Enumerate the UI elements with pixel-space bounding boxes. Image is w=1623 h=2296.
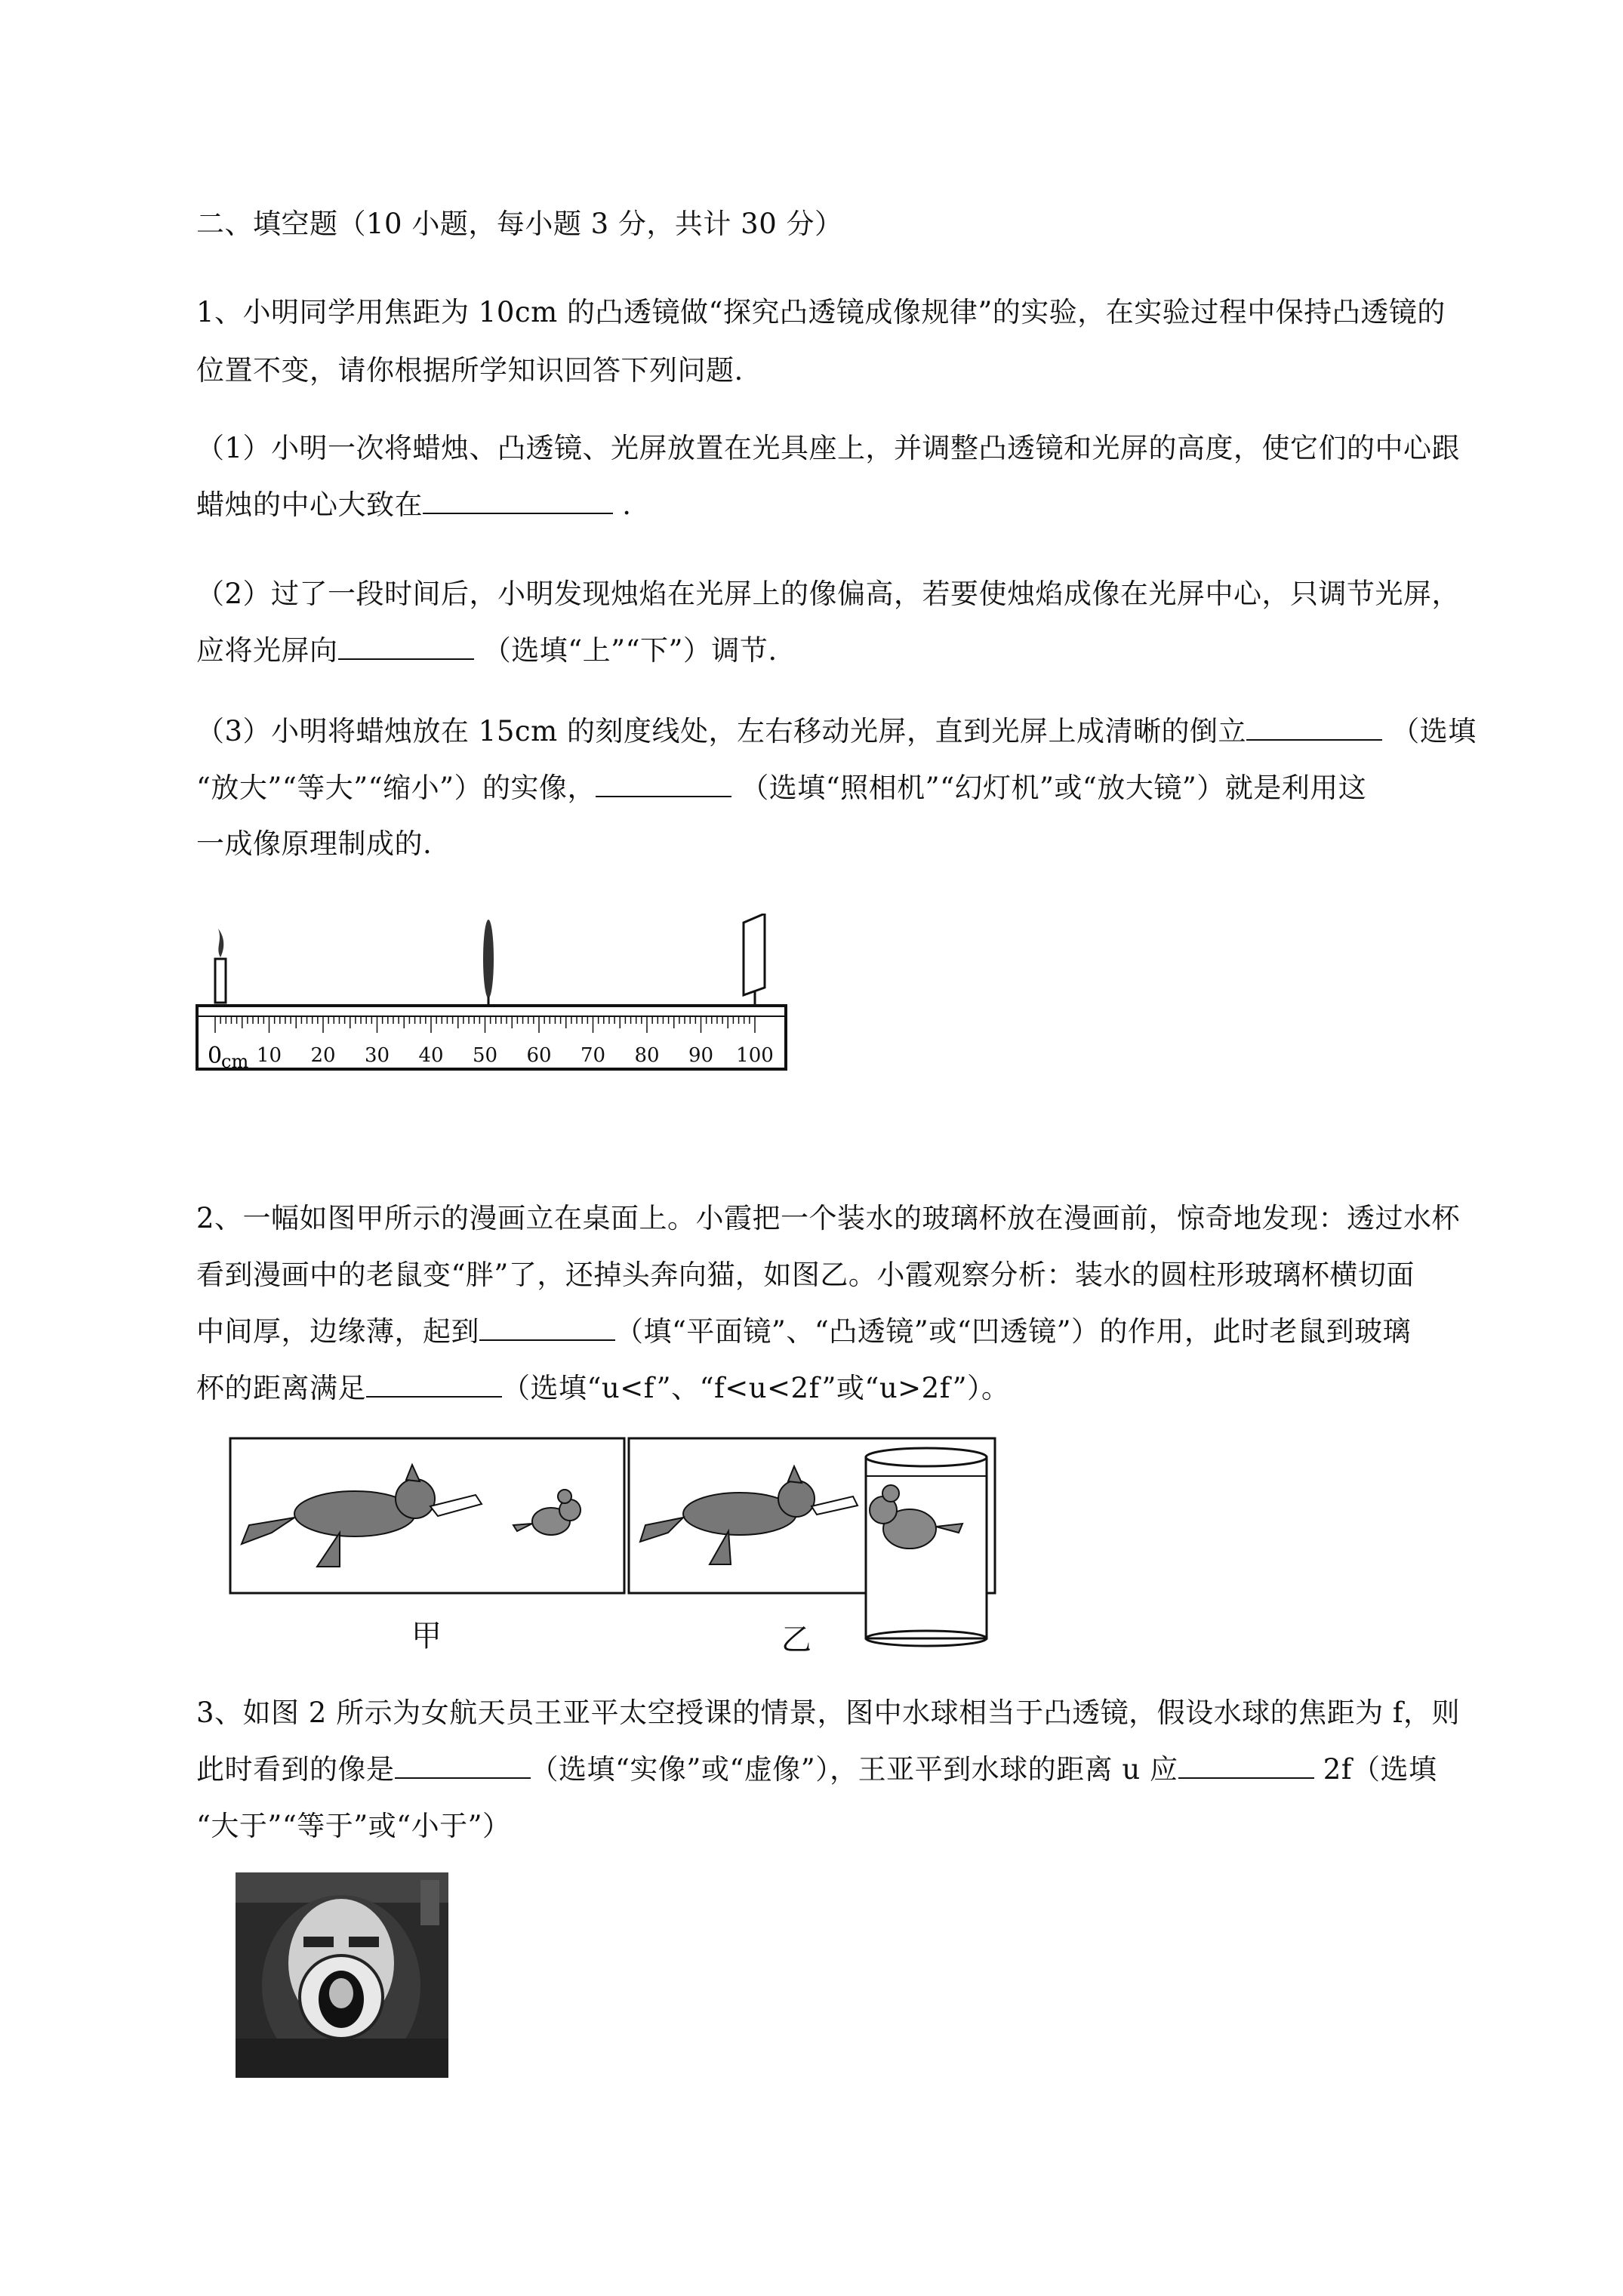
q3-line2-text: 此时看到的像是	[196, 1753, 395, 1786]
q1-part1-line1: （1）小明一次将蜡烛、凸透镜、光屏放置在光具座上，并调整凸透镜和光屏的高度，使它们的中心跟	[196, 432, 1461, 464]
q2-line4-end: （选填“u<f”、“f<u<2f”或“u>2f”）。	[502, 1372, 1010, 1404]
q3-line2	[196, 1752, 1437, 1788]
q1-part3-line3: 一成像原理制成的.	[196, 827, 433, 860]
ruler-tick-label: 40	[418, 1044, 444, 1067]
q1-part3-end2: （选填“照相机”“幻灯机”或“放大镜”）就是利用这	[731, 772, 1367, 804]
answer-blank[interactable]	[423, 487, 613, 514]
q3-line3: “大于”“等于”或“小于”）	[196, 1810, 511, 1842]
figure-caption-yi: 乙	[781, 1623, 812, 1657]
ruler-tick-label: 70	[580, 1044, 606, 1067]
ruler-unit-label: cm	[221, 1051, 249, 1072]
optical-bench-figure	[192, 914, 796, 1076]
ruler-tick-label: 30	[364, 1044, 390, 1067]
q1-part2-line2	[196, 633, 778, 669]
q1-part1-end: .	[613, 488, 632, 521]
answer-blank[interactable]	[1246, 713, 1382, 741]
q2-line1: 2、一幅如图甲所示的漫画立在桌面上。小霞把一个装水的玻璃杯放在漫画前，惊奇地发现：透过水杯	[196, 1202, 1461, 1234]
q3-line1: 3、如图 2 所示为女航天员王亚平太空授课的情景，图中水球相当于凸透镜，假设水球的焦距为 f，则	[196, 1697, 1461, 1729]
ruler-tick-label: 20	[310, 1044, 336, 1067]
q1-line2: 位置不变，请你根据所学知识回答下列问题.	[196, 354, 744, 387]
ruler-tick-label: 50	[472, 1044, 498, 1067]
answer-blank[interactable]	[366, 1370, 502, 1398]
answer-blank[interactable]	[338, 633, 474, 660]
cartoon-figure	[226, 1435, 1004, 1661]
ruler-zero-label: 0	[208, 1043, 223, 1069]
convex-lens-icon	[483, 920, 494, 1006]
q2-line3	[196, 1314, 1411, 1350]
answer-blank[interactable]	[1178, 1752, 1314, 1779]
answer-blank[interactable]	[479, 1314, 615, 1341]
q2-line3-text: 中间厚，边缘薄，起到	[196, 1315, 479, 1348]
light-screen-icon	[744, 914, 765, 1006]
q1-part2-text: 应将光屏向	[196, 634, 338, 667]
q1-line1: 1、小明同学用焦距为 10cm 的凸透镜做“探究凸透镜成像规律”的实验，在实验过程中保持凸透镜的	[196, 296, 1446, 328]
q1-part3-line1	[196, 713, 1477, 750]
water-glass-icon	[866, 1448, 987, 1646]
q1-part2-line1: （2）过了一段时间后，小明发现烛焰在光屏上的像偏高，若要使烛焰成像在光屏中心，只调节光屏，	[196, 578, 1461, 610]
candle-icon	[215, 929, 226, 1003]
q1-part1-text: 蜡烛的中心大致在	[196, 488, 423, 521]
ruler-tick-label: 10	[256, 1044, 282, 1067]
figure-caption-jia: 甲	[411, 1619, 442, 1653]
q2-line2: 看到漫画中的老鼠变“胖”了，还掉头奔向猫，如图乙。小霞观察分析：装水的圆柱形玻璃杯横切面	[196, 1259, 1415, 1291]
ruler-tick-label: 60	[526, 1044, 552, 1067]
astronaut-water-ball-photo	[236, 1872, 448, 2078]
q1-part3-text: （3）小明将蜡烛放在 15cm 的刻度线处，左右移动光屏，直到光屏上成清晰的倒立	[196, 715, 1246, 747]
ruler-tick-label: 90	[688, 1044, 714, 1067]
q1-part1-line2	[196, 487, 632, 523]
q3-line2-end: 2f（选填	[1313, 1753, 1437, 1786]
q3-line2-mid: （选填“实像”或“虚像”），王亚平到水球的距离 u 应	[530, 1753, 1178, 1786]
q1-part2-end: （选填“上”“下”）调节.	[473, 634, 778, 667]
q2-line4-text: 杯的距离满足	[196, 1372, 366, 1404]
answer-blank[interactable]	[596, 770, 731, 797]
q1-part3-end: （选填	[1381, 715, 1477, 747]
q1-part3-line2	[196, 770, 1366, 806]
q1-part3-text2: “放大”“等大”“缩小”）的实像，	[196, 772, 596, 804]
q2-line3-end: （填“平面镜”、“凸透镜”或“凹透镜”）的作用，此时老鼠到玻璃	[615, 1315, 1411, 1348]
ruler-tick-label: 100	[736, 1044, 774, 1067]
section-heading: 二、填空题（10 小题，每小题 3 分，共计 30 分）	[196, 208, 843, 240]
q2-line4	[196, 1370, 1010, 1407]
ruler-tick-label: 80	[634, 1044, 660, 1067]
answer-blank[interactable]	[395, 1752, 531, 1779]
